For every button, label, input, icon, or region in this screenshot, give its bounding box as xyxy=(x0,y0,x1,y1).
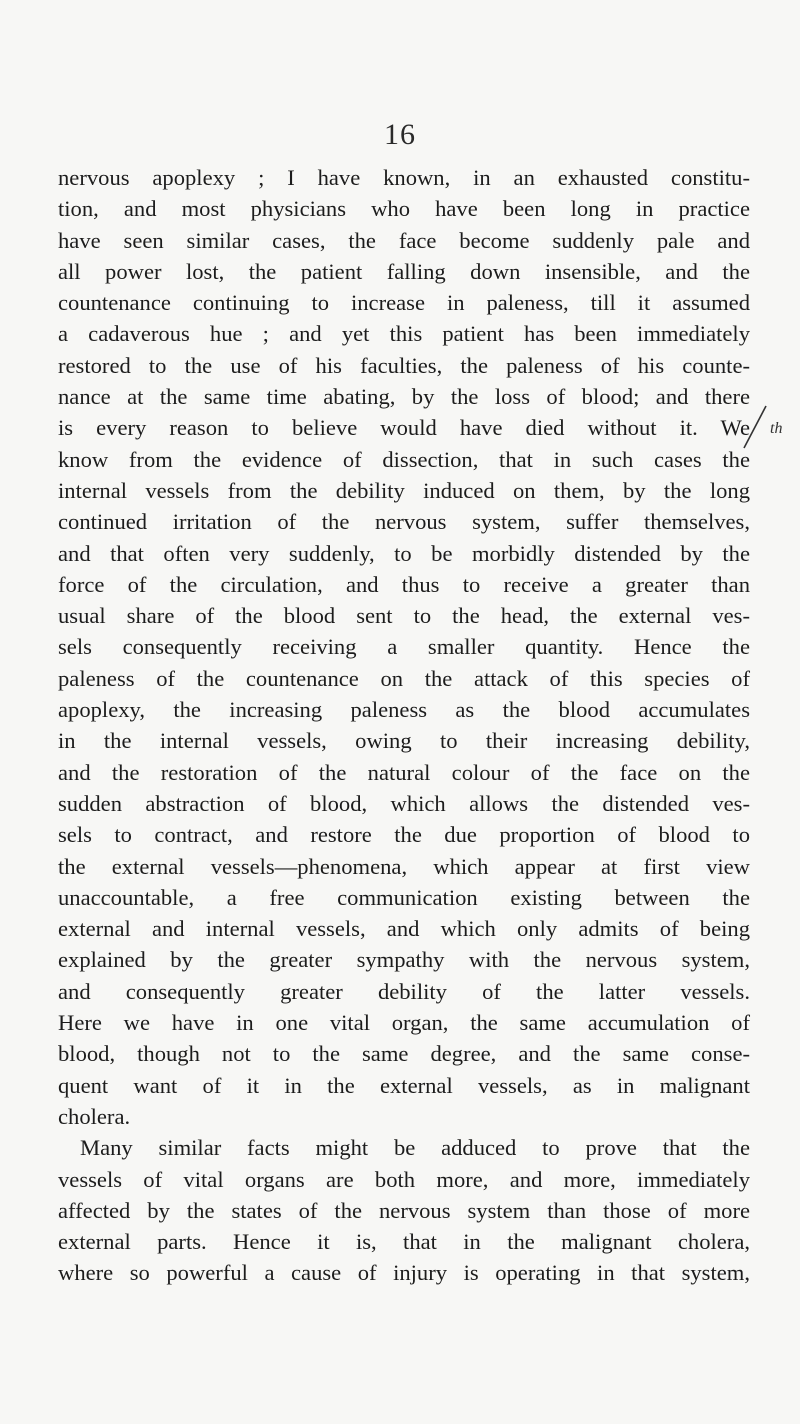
text-line: paleness of the countenance on the attack of this species of xyxy=(58,665,750,691)
text-line: apoplexy, the increasing paleness as the blood accumulates xyxy=(58,697,750,723)
text-line: quent want of it in the external vessels, as in malignant xyxy=(58,1072,750,1098)
text-line: and the restoration of the natural colour of the face on the xyxy=(58,759,750,785)
text-line: nance at the same time abating, by the loss of blood; and there xyxy=(58,384,750,410)
text-line: and that often very suddenly, to be morbidly distended by the xyxy=(58,540,750,566)
text-line: where so powerful a cause of injury is operating in that system, xyxy=(58,1260,750,1286)
text-line: is every reason to believe would have died without it. We xyxy=(58,415,750,441)
text-line: sels consequently receiving a smaller quantity. Hence the xyxy=(58,634,750,660)
body-text xyxy=(58,162,750,1289)
page-number: 16 xyxy=(384,118,416,151)
text-line: sels to contract, and restore the due proportion of blood to xyxy=(58,822,750,848)
text-line: Here we have in one vital organ, the same accumulation of xyxy=(58,1010,750,1036)
text-line: the external vessels—phenomena, which appear at first view xyxy=(58,853,750,879)
text-line: usual share of the blood sent to the head, the external ves- xyxy=(58,603,750,629)
text-line: force of the circulation, and thus to receive a greater than xyxy=(58,571,750,597)
text-line: in the internal vessels, owing to their increasing debility, xyxy=(58,728,750,754)
text-line: restored to the use of his faculties, the paleness of his counte- xyxy=(58,352,750,378)
text-line: internal vessels from the debility induced on them, by the long xyxy=(58,477,750,503)
text-line: explained by the greater sympathy with the nervous system, xyxy=(58,947,750,973)
text-line: vessels of vital organs are both more, and more, immediately xyxy=(58,1166,750,1192)
text-line: and consequently greater debility of the latter vessels. xyxy=(58,978,750,1004)
text-line: blood, though not to the same degree, and the same conse- xyxy=(58,1041,750,1067)
text-line: sudden abstraction of blood, which allows the distended ves- xyxy=(58,790,750,816)
text-line: external and internal vessels, and which only admits of being xyxy=(58,916,750,942)
text-line: Many similar facts might be adduced to prove that the xyxy=(80,1135,750,1161)
text-line: unaccountable, a free communication existing between the xyxy=(58,884,750,910)
text-line: a cadaverous hue ; and yet this patient has been immediately xyxy=(58,321,750,347)
text-line: nervous apoplexy ; I have known, in an exhausted constitu- xyxy=(58,165,750,190)
handwritten-margin-note: th xyxy=(770,420,783,437)
text-line: continued irritation of the nervous system, suffer themselves, xyxy=(58,509,750,535)
text-line: external parts. Hence it is, that in the malignant cholera, xyxy=(58,1229,750,1255)
text-line: have seen similar cases, the face become suddenly pale and xyxy=(58,227,750,253)
text-line: affected by the states of the nervous system than those of more xyxy=(58,1197,750,1223)
text-line: know from the evidence of dissection, that in such cases the xyxy=(58,446,750,472)
text-line: cholera. xyxy=(58,1103,131,1129)
text-line: countenance continuing to increase in paleness, till it assumed xyxy=(58,290,750,316)
text-line: all power lost, the patient falling down insensible, and the xyxy=(58,258,750,284)
text-line: tion, and most physicians who have been long in practice xyxy=(58,196,750,222)
handwritten-correction-mark xyxy=(740,402,770,452)
